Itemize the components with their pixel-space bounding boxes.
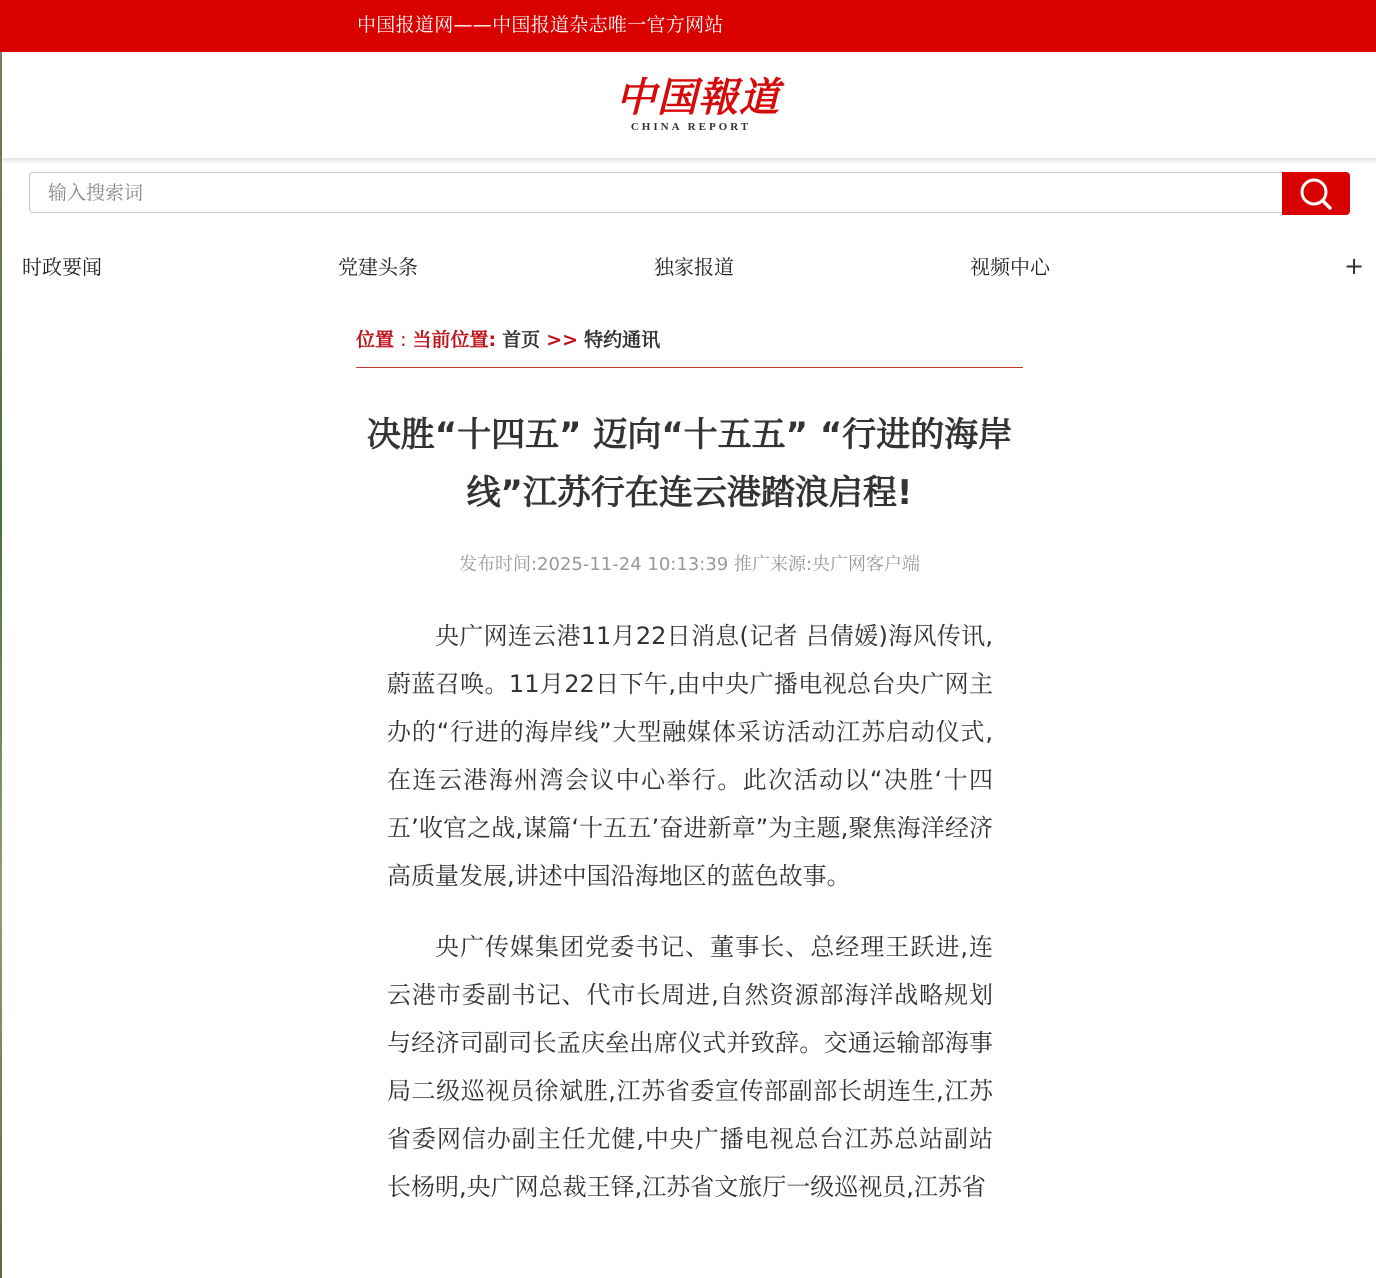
logo-bar: [2, 52, 1376, 158]
nav-item-politics[interactable]: 时政要闻: [22, 255, 102, 279]
breadcrumb-colon: :: [400, 329, 407, 351]
article-meta: 发布时间:2025-11-24 10:13:39 推广来源:央广网客户端: [458, 554, 921, 575]
search-input[interactable]: [29, 172, 1282, 213]
breadcrumb: [356, 326, 1023, 368]
search-icon: [1282, 172, 1350, 215]
breadcrumb-section-link[interactable]: 特约通讯: [584, 329, 661, 351]
site-banner-text: 中国报道网——中国报道杂志唯一官方网站: [357, 14, 724, 36]
site-logo[interactable]: [616, 74, 780, 146]
nav-item-exclusive[interactable]: 独家报道: [654, 255, 734, 279]
breadcrumb-current-label: 当前位置:: [412, 329, 497, 351]
article-paragraph: 央广传媒集团党委书记、董事长、总经理王跃进,连云港市委副书记、代市长周进,自然资源部海洋战略规划与经济司副司长孟庆垒出席仪式并致辞。交通运输部海事局二级巡视员徐斌胜,江苏省委宣传部副部长胡连生,江苏省委网信办副主任尤健,中央广播电视总台江苏总站副站长杨明,央广网总裁王铎,江苏省文旅厅一级巡视员,江苏省: [387, 933, 993, 1201]
site-banner: [0, 0, 1376, 52]
search-bar: [29, 172, 1350, 215]
logo-english: CHINA REPORT: [630, 121, 752, 133]
window-edge: [0, 0, 2, 1278]
article-title: 决胜“十四五” 迈向“十五五” “行进的海岸线”江苏行在连云港踏浪启程!: [366, 415, 1013, 513]
breadcrumb-location-label: 位置: [356, 329, 395, 351]
article-body: [387, 612, 993, 1234]
breadcrumb-arrow: >>: [546, 329, 579, 351]
search-button[interactable]: [1282, 172, 1350, 215]
nav-more-icon[interactable]: +: [1344, 252, 1365, 280]
breadcrumb-home-link[interactable]: 首页: [502, 329, 541, 351]
logo-chinese: 中国報道: [616, 74, 780, 121]
nav-item-party-building[interactable]: 党建头条: [338, 255, 418, 279]
article-paragraph: 央广网连云港11月22日消息(记者 吕倩媛)海风传讯,蔚蓝召唤。11月22日下午,由中央广播电视总台央广网主办的“行进的海岸线”大型融媒体采访活动江苏启动仪式,在连云港海州湾会议中心举行。此次活动以“决胜‘十四五’收官之战,谋篇‘十五五’奋进新章”为主题,聚焦海洋经济高质量发展,讲述中国沿海地区的蓝色故事。: [387, 622, 993, 890]
main-nav: [0, 248, 1376, 288]
nav-item-video[interactable]: 视频中心: [970, 255, 1050, 279]
